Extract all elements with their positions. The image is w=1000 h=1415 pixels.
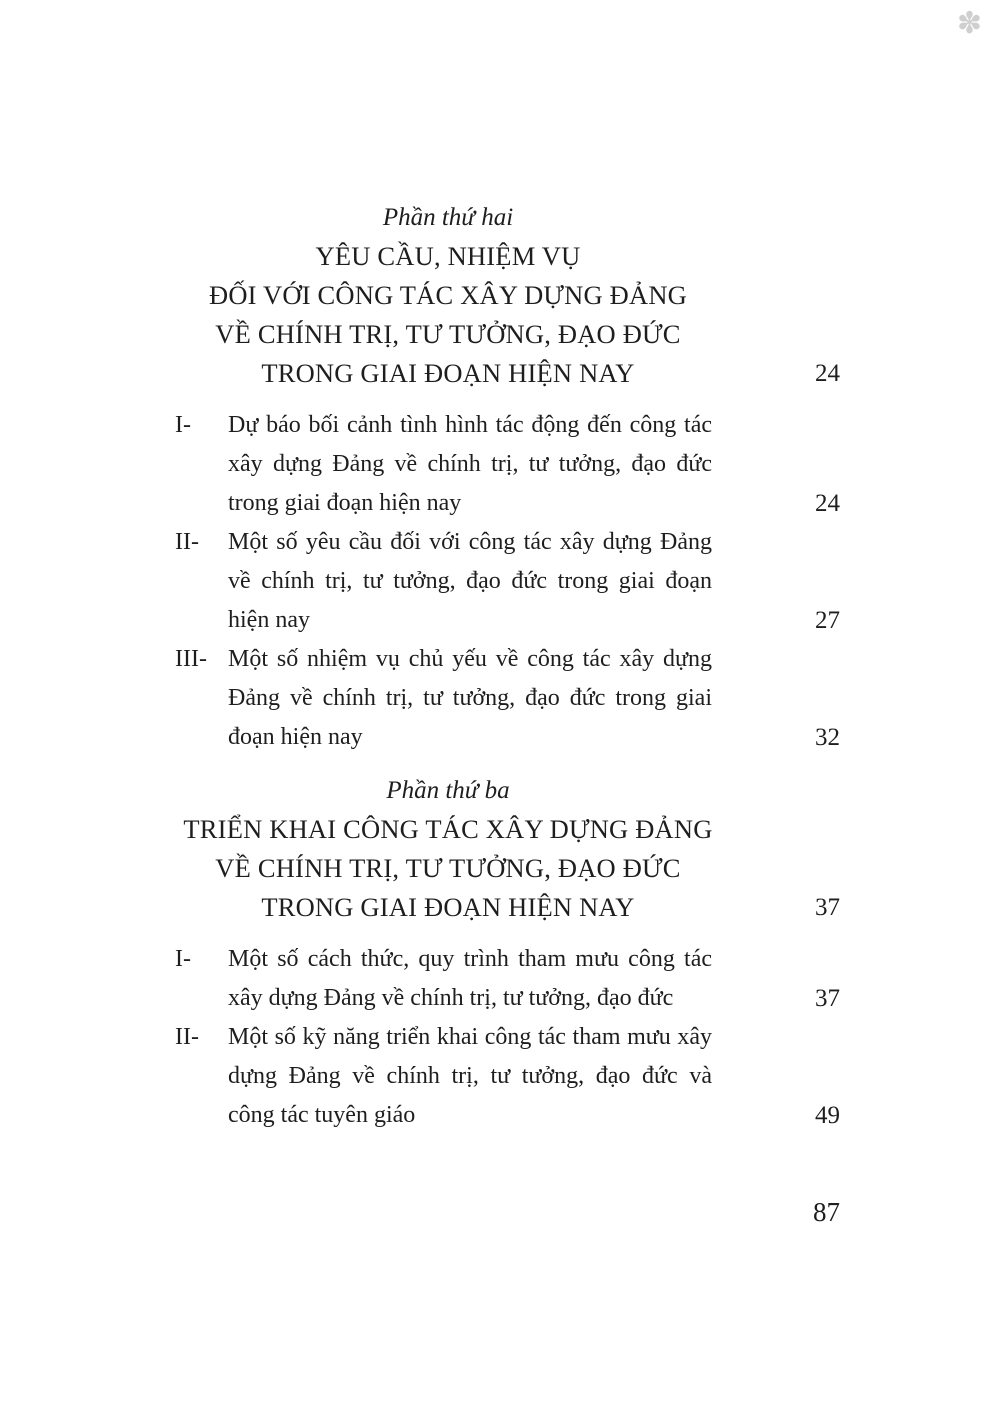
item-page-number: 32 <box>815 724 840 751</box>
section-title-line: TRIỂN KHAI CÔNG TÁC XÂY DỰNG ĐẢNG <box>183 814 713 844</box>
item-title: Một số yêu cầu đối với công tác xây dựng Đảng về chính trị, tư tưởng, đạo đức trong giai đoạn hiện nay <box>228 529 712 633</box>
item-page-number: 24 <box>815 490 840 517</box>
toc-item <box>175 1018 840 1135</box>
section-spacer <box>175 757 840 771</box>
page-number: 87 <box>813 1197 840 1227</box>
section-heading <box>175 771 840 927</box>
item-title: Một số kỹ năng triển khai công tác tham mưu xây dựng Đảng về chính trị, tư tưởng, đạo đức và công tác tuyên giáo <box>228 1024 712 1128</box>
item-page-number: 27 <box>815 607 840 634</box>
item-numeral: II- <box>175 1024 199 1050</box>
toc-item <box>175 406 840 523</box>
section-heading-lines <box>175 198 721 393</box>
item-numeral: III- <box>175 646 207 672</box>
item-title: Dự báo bối cảnh tình hình tác động đến công tác xây dựng Đảng về chính trị, tư tưởng, đạo đức trong giai đoạn hiện nay <box>228 412 712 516</box>
flower-ornament-icon: ✽ <box>956 6 982 41</box>
part-label: Phần thứ hai <box>382 204 514 231</box>
section-title-line: TRONG GIAI ĐOẠN HIỆN NAY <box>261 892 635 922</box>
toc-item <box>175 940 840 1018</box>
item-title: Một số nhiệm vụ chủ yếu về công tác xây dựng Đảng về chính trị, tư tưởng, đạo đức trong giai đoạn hiện nay <box>228 646 712 750</box>
section-page-number: 24 <box>815 360 840 387</box>
toc-item <box>175 640 840 757</box>
item-title: Một số cách thức, quy trình tham mưu công tác xây dựng Đảng về chính trị, tư tưởng, đạo đức <box>228 946 712 1011</box>
section-title-line: VỀ CHÍNH TRỊ, TƯ TƯỞNG, ĐẠO ĐỨC <box>215 853 681 883</box>
part-label: Phần thứ ba <box>386 777 510 804</box>
item-numeral: II- <box>175 529 199 555</box>
table-of-contents <box>175 198 840 1228</box>
section-title-line: ĐỐI VỚI CÔNG TÁC XÂY DỰNG ĐẢNG <box>208 280 688 310</box>
item-page-number: 49 <box>815 1102 840 1129</box>
section-page-number: 37 <box>815 894 840 921</box>
item-numeral: I- <box>175 412 191 438</box>
section-heading-lines <box>175 771 721 927</box>
toc-item <box>175 523 840 640</box>
item-numeral: I- <box>175 946 191 972</box>
toc-section-part-three <box>175 771 840 1135</box>
section-title-line: TRONG GIAI ĐOẠN HIỆN NAY <box>261 358 635 388</box>
section-title-line: YÊU CẦU, NHIỆM VỤ <box>315 241 581 271</box>
section-title-line: VỀ CHÍNH TRỊ, TƯ TƯỞNG, ĐẠO ĐỨC <box>215 319 681 349</box>
item-page-number: 37 <box>815 985 840 1012</box>
section-heading <box>175 198 840 393</box>
toc-section-part-two <box>175 198 840 757</box>
